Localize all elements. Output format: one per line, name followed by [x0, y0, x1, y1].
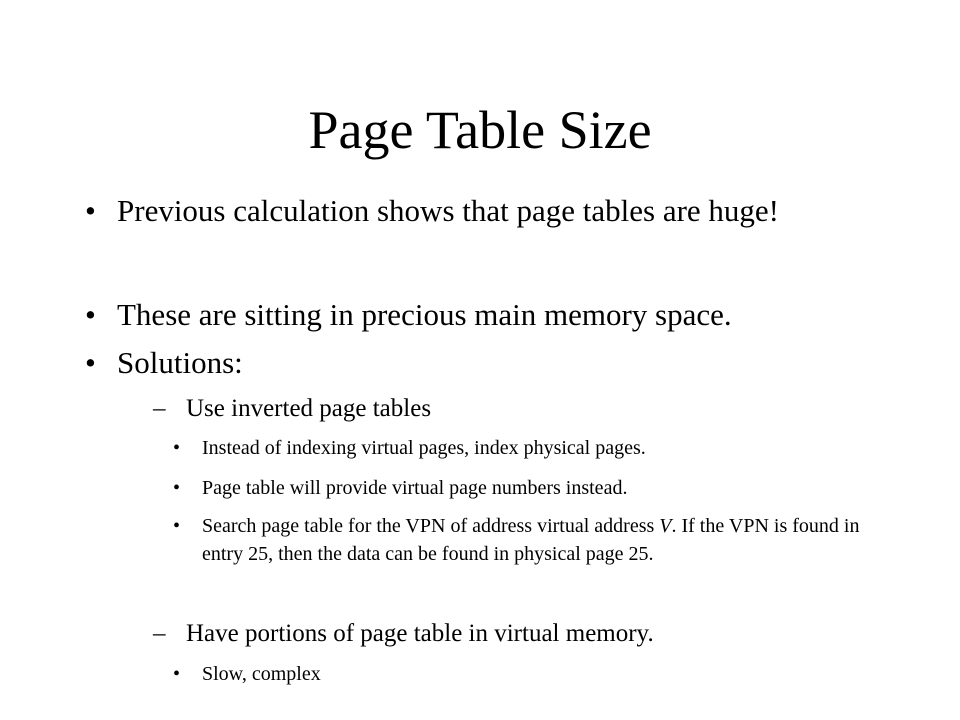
- dash-icon: –: [153, 620, 166, 647]
- bullet-text: These are sitting in precious main memory space.: [117, 297, 732, 332]
- bullet-icon: •: [85, 345, 96, 380]
- detail-text-end: . If the VPN is found in entry 25, then the data can be found in physical page 25.: [202, 515, 860, 565]
- variable-v: V: [659, 515, 672, 537]
- subbullet-text: Have portions of page table in virtual memory.: [186, 620, 654, 647]
- bullet-icon: •: [173, 663, 181, 685]
- dash-icon: –: [153, 395, 166, 422]
- detail-text: Instead of indexing virtual pages, index physical pages.: [202, 437, 646, 459]
- subbullet-text: Use inverted page tables: [186, 395, 432, 422]
- detail-text-start: Search page table for the VPN of address virtual address: [202, 515, 660, 537]
- bullet-text: Solutions:: [117, 345, 243, 380]
- bullet-icon: •: [173, 437, 181, 459]
- detail-text: Page table will provide virtual page numbers instead.: [202, 477, 628, 499]
- slide-title: Page Table Size: [308, 100, 652, 160]
- bullet-icon: •: [173, 477, 181, 499]
- detail-text: Slow, complex: [202, 663, 321, 685]
- bullet-icon: •: [85, 193, 96, 228]
- detail-text: [202, 512, 872, 568]
- bullet-text: Previous calculation shows that page tables are huge!: [117, 193, 779, 228]
- bullet-icon: •: [85, 297, 96, 332]
- bullet-icon: •: [173, 515, 181, 537]
